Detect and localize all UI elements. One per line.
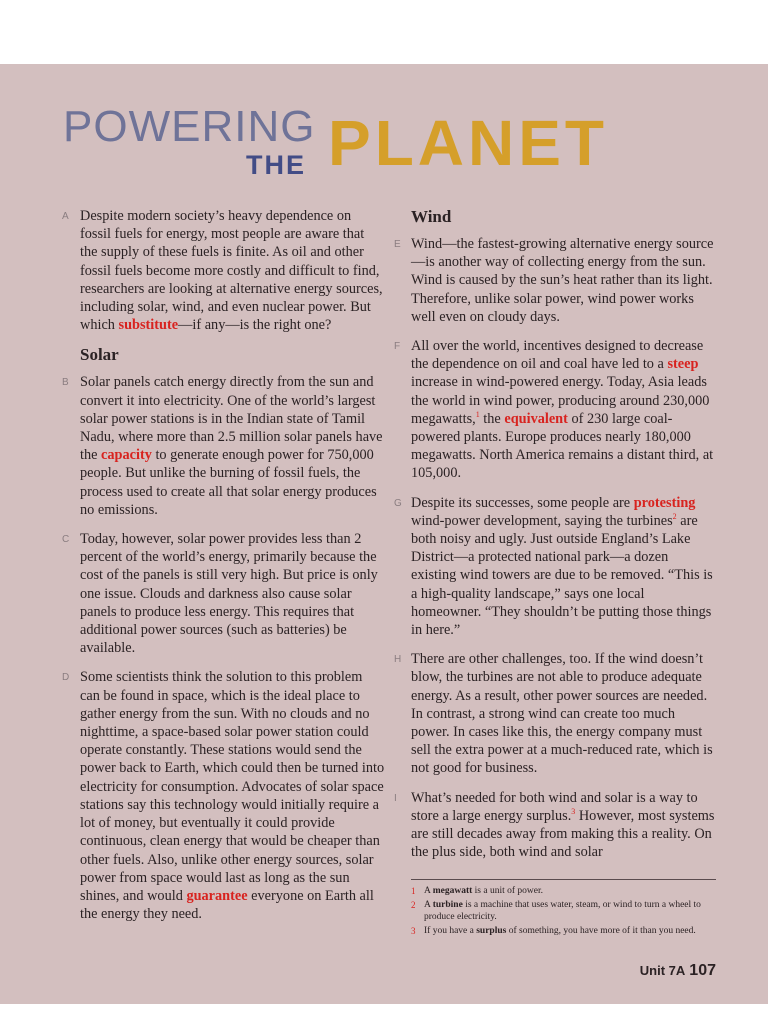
paragraph-d: D Some scientists think the solution to this problem can be found in space, which is the ideal place to gather energy from the sun. With no clouds and no nighttime, a space-based solar power station could operate constantly. These stations would send the power back to Earth, which could then be turned into electricity for consumption. Advocates of solar space stations say this technology would initially require a lot of money, but eventually it could provide continuous, clean energy that would be cheaper than other fuels. Also, unlike other energy sources, solar power from space would last as long as the sun shines, and would guarantee everyone on Earth all the energy they need.	[62, 669, 385, 923]
vocab-word: capacity	[101, 447, 152, 464]
paragraph-marker: B	[62, 377, 69, 389]
footnotes	[411, 879, 716, 939]
paragraph-marker: H	[394, 654, 402, 666]
page-footer	[640, 962, 716, 980]
footnote-ref: 2	[672, 512, 677, 522]
paragraph-g: G Despite its successes, some people are protesting wind-power development, saying the turbines$^2$ are both noisy and ugly. Just outside England’s Lake District—a protected national park—a dozen existing wind towers are due to be removed. “This is a high-quality landscape,” says one local homeowner. “They shouldn’t be putting those things in here.”	[394, 494, 713, 639]
paragraph-marker: F	[394, 341, 401, 353]
paragraph-marker: C	[62, 534, 70, 546]
vocab-word: protesting	[633, 494, 696, 511]
footnote-item: 3 If you have a surplus of something, you have more of it than you need.	[411, 926, 696, 936]
unit-label: Unit 7A	[639, 963, 686, 978]
section-heading-solar: Solar	[80, 345, 119, 365]
right-column	[394, 207, 716, 873]
footnote-ref: 1	[475, 410, 480, 420]
paragraph-h: H There are other challenges, too. If the wind doesn’t blow, the turbines are not able to produce adequate energy. As a result, other power sources are needed. In contrast, a strong wind can create too much power. In cases like this, the energy company must sell the extra power at a much-reduced rate, which is not good for business.	[394, 651, 713, 777]
vocab-word: steep	[667, 356, 699, 373]
paragraph-c: C Today, however, solar power provides less than 2 percent of the world’s energy, primarily because the cost of the panels is still very high. But price is only one issue. Clouds and darkness also cause solar panels to produce less energy. This requires that additional power sources (such as batteries) be available.	[62, 531, 378, 657]
title-the: THE	[246, 150, 306, 180]
vocab-word: guarantee	[186, 887, 248, 904]
footnote-number: 2	[411, 900, 416, 910]
footnote-term: turbine	[432, 900, 463, 910]
paragraph-marker: E	[394, 239, 401, 250]
textbook-page	[0, 64, 768, 1004]
footnote-number: 3	[411, 926, 416, 936]
paragraph-e: E Wind—the fastest-growing alternative energy source—is another way of collecting energy from the sun. Wind is caused by the sun’s heat rather than its light. Therefore, unlike solar power, wind power works well even on cloudy days.	[394, 236, 714, 325]
left-column	[62, 207, 385, 934]
footnote-item: 2 A turbine is a machine that uses water, steam, or wind to turn a wheel to produce electricity.	[411, 900, 701, 922]
footnote-ref: 3	[571, 807, 576, 817]
paragraph-b: B Solar panels catch energy directly from the sun and convert it into electricity. One of the world’s largest solar power stations is in the Indian state of Tamil Nadu, where more than 2.5 million solar panels have the capacity to generate enough power for 750,000 people. But unlike the burning of fossil fuels, the process used to create all that solar energy produces no emissions.	[62, 374, 383, 518]
paragraph-marker: D	[62, 672, 70, 684]
paragraph-marker: A	[62, 211, 69, 222]
paragraph-marker: G	[394, 497, 402, 509]
title-planet: PLANET	[328, 107, 608, 179]
vocab-word: substitute	[118, 317, 179, 334]
title-powering: POWERING	[63, 102, 316, 151]
paragraph-a: A Despite modern society’s heavy dependence on fossil fuels for energy, most people are aware that the supply of these fuels is finite. As oil and other fossil fuels become more costly and difficult to find, researchers are looking at alternative energy sources, including solar, wind, and even nuclear power. But which substitute—if any—is the right one?	[62, 208, 383, 334]
paragraph-marker: I	[394, 792, 397, 804]
page-number: 107	[689, 962, 716, 979]
paragraph-i: I What’s needed for both wind and solar is a way to store a large energy surplus.$^3$ However, most systems are still decades away from making this a reality. On the plus side, both wind and solar	[394, 789, 715, 861]
footnote-term: surplus	[476, 926, 507, 936]
footnote-number: 1	[411, 886, 416, 896]
footnote-term: megawatt	[432, 886, 473, 896]
footnote-item: 1 A megawatt is a unit of power.	[411, 886, 544, 896]
paragraph-f: F All over the world, incentives designed to decrease the dependence on oil and coal have led to a steep increase in wind-powered energy. Today, Asia leads the world in wind power, producing around 230,000 megawatts,$^1$ the equivalent of 230 large coal-powered plants. Europe produces nearly 180,000 megawatts. North America remains a distant third, at 105,000.	[394, 338, 714, 482]
vocab-word: equivalent	[504, 410, 568, 427]
section-heading-wind: Wind	[411, 207, 452, 226]
